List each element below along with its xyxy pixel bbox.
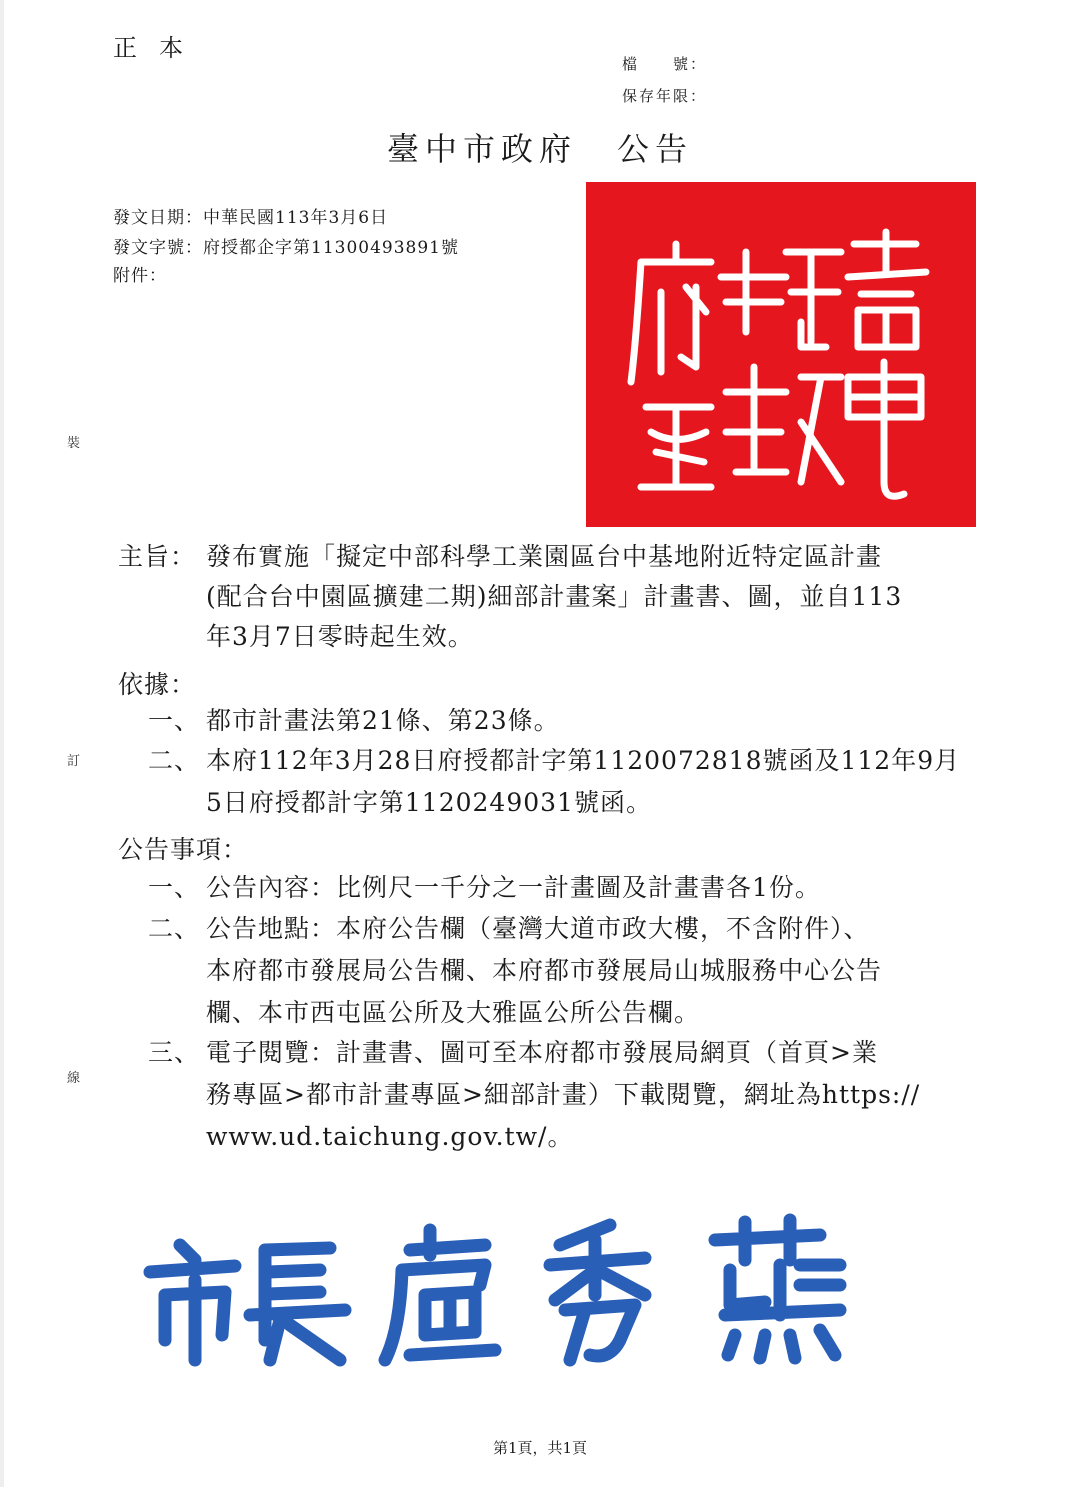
mayor-signature bbox=[140, 1210, 860, 1384]
notice-item-line: 本府都市發展局公告欄、本府都市發展局山城服務中心公告 bbox=[206, 956, 883, 985]
notice-item-mark: 三、 bbox=[148, 1038, 201, 1067]
subject-line: 發布實施「擬定中部科學工業園區台中基地附近特定區計畫 bbox=[206, 542, 883, 571]
attachment-label: 附件： bbox=[113, 266, 167, 286]
signature-graphic bbox=[140, 1210, 860, 1380]
notice-item-line: 公告內容：比例尺一千分之一計畫圖及計畫書各1份。 bbox=[206, 873, 821, 902]
basis-item-line: 5日府授都計字第1120249031號函。 bbox=[206, 788, 652, 817]
notice-label: 公告事項： bbox=[118, 835, 249, 864]
document-title bbox=[0, 124, 1080, 170]
page-number: 第1頁，共1頁 bbox=[492, 1439, 588, 1457]
notice-item-line: 公告地點：本府公告欄（臺灣大道市政大樓，不含附件）、 bbox=[206, 914, 870, 943]
official-seal bbox=[586, 182, 976, 527]
file-number-label: 檔 號： bbox=[622, 55, 708, 73]
basis-label: 依據： bbox=[118, 670, 197, 699]
title-type: 公告 bbox=[617, 130, 694, 168]
binding-edge bbox=[0, 0, 4, 1487]
title-organization: 臺中市政府 bbox=[386, 130, 577, 168]
notice-item-line: 務專區>都市計畫專區>細部計畫）下載閱覽，網址為https:// bbox=[206, 1080, 921, 1109]
margin-mark-line: 線 bbox=[67, 1071, 81, 1086]
basis-item-line: 都市計畫法第21條、第23條。 bbox=[206, 706, 560, 735]
basis-item-mark: 一、 bbox=[148, 706, 201, 735]
retention-period-label: 保存年限： bbox=[622, 87, 708, 105]
original-copy-mark: 正本 bbox=[113, 34, 205, 62]
basis-item-line: 本府112年3月28日府授都計字第1120072818號函及112年9月 bbox=[206, 746, 961, 775]
document-number: 發文字號：府授都企字第11300493891號 bbox=[113, 238, 459, 258]
notice-item-line: 電子閱覽：計畫書、圖可至本府都市發展局網頁（首頁>業 bbox=[206, 1038, 878, 1067]
notice-item-line: 欄、本市西屯區公所及大雅區公所公告欄。 bbox=[206, 998, 701, 1027]
margin-mark-staple: 訂 bbox=[67, 754, 81, 769]
issue-date: 發文日期：中華民國113年3月6日 bbox=[113, 208, 389, 228]
subject-label: 主旨： bbox=[118, 542, 197, 571]
notice-item-line: www.ud.taichung.gov.tw/。 bbox=[206, 1122, 574, 1151]
margin-mark-bind: 裝 bbox=[67, 436, 81, 451]
subject-line: 年3月7日零時起生效。 bbox=[206, 622, 474, 651]
notice-item-mark: 二、 bbox=[148, 914, 201, 943]
notice-item-mark: 一、 bbox=[148, 873, 201, 902]
seal-glyphs-graphic bbox=[586, 182, 976, 527]
basis-item-mark: 二、 bbox=[148, 746, 201, 775]
subject-line: (配合台中園區擴建二期)細部計畫案」計畫書、圖，並自113 bbox=[206, 582, 903, 611]
